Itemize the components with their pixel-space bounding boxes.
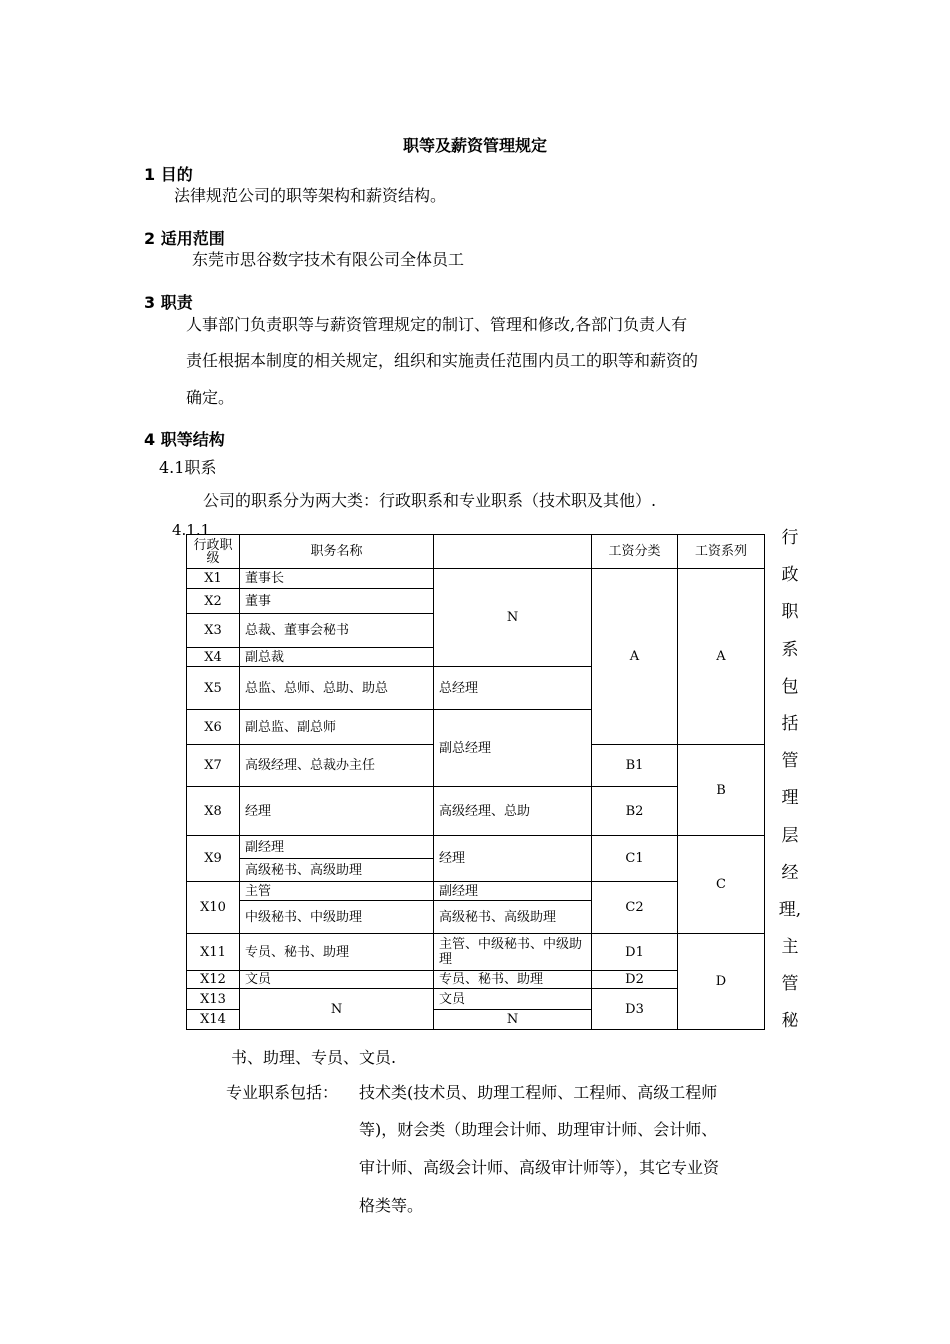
- position-cell: 专员、秘书、助理: [240, 934, 434, 971]
- mid-cell: 文员: [434, 989, 592, 1010]
- grade-table: [186, 534, 765, 1030]
- position-cell: N: [240, 989, 434, 1030]
- position-cell: 中级秘书、中级助理: [240, 901, 434, 934]
- mid-cell: 副经理: [434, 882, 592, 901]
- position-cell: 副总监、副总师: [240, 710, 434, 745]
- position-cell: 文员: [240, 971, 434, 989]
- mid-cell: 经理: [434, 836, 592, 882]
- wage-class-cell: B2: [592, 787, 678, 836]
- mid-cell: N: [434, 569, 592, 667]
- vertical-char: 管: [781, 751, 799, 772]
- grade-cell: X11: [187, 934, 240, 971]
- wage-class-cell: C2: [592, 882, 678, 934]
- wage-class-cell: B1: [592, 745, 678, 787]
- grade-cell: X13: [187, 989, 240, 1010]
- professional-track-line: 技术类(技术员、助理工程师、工程师、高级工程师: [359, 1083, 718, 1102]
- section-3-line: 责任根据本制度的相关规定，组织和实施责任范围内员工的职等和薪资的: [186, 351, 699, 370]
- position-cell: 主管: [240, 882, 434, 901]
- grade-cell: X9: [187, 836, 240, 882]
- mid-cell: 副总经理: [434, 710, 592, 787]
- grade-cell: X6: [187, 710, 240, 745]
- section-3-heading: 3 职责: [144, 293, 193, 312]
- header-wage-class: 工资分类: [592, 535, 678, 569]
- professional-track-line: 审计师、高级会计师、高级审计师等），其它专业资: [359, 1158, 720, 1177]
- mid-cell: N: [434, 1010, 592, 1030]
- header-position-name: 职务名称: [240, 535, 434, 569]
- wage-series-cell: D: [678, 934, 765, 1030]
- wage-series-cell: B: [678, 745, 765, 836]
- wage-class-cell: D1: [592, 934, 678, 971]
- wage-series-cell: C: [678, 836, 765, 934]
- section-4-1-intro: 公司的职系分为两大类：行政职系和专业职系（技术职及其他）.: [203, 491, 657, 510]
- mid-cell: 主管、中级秘书、中级助理: [434, 934, 592, 971]
- grade-cell: X1: [187, 569, 240, 589]
- admin-track-continuation: 书、助理、专员、文员.: [231, 1048, 397, 1067]
- professional-track-line: 格类等。: [359, 1196, 424, 1215]
- vertical-char: 管: [781, 974, 799, 995]
- section-4-1-1-label: 4.1.1: [172, 521, 211, 539]
- vertical-char: 括: [781, 713, 799, 734]
- vertical-char: 系: [781, 639, 799, 660]
- wage-class-cell: D2: [592, 971, 678, 989]
- professional-track-line: 等)，财会类（助理会计师、助理审计师、会计师、: [359, 1120, 718, 1139]
- section-1-heading: 1 目的: [144, 165, 193, 184]
- vertical-text: [778, 520, 802, 1041]
- mid-cell: 总经理: [434, 667, 592, 710]
- position-cell: 董事: [240, 589, 434, 614]
- section-3-line: 确定。: [186, 388, 235, 407]
- position-cell: 经理: [240, 787, 434, 836]
- grade-cell: X8: [187, 787, 240, 836]
- position-cell: 高级秘书、高级助理: [240, 859, 434, 882]
- wage-class-cell: D3: [592, 989, 678, 1030]
- vertical-char: 秘: [781, 1011, 799, 1032]
- vertical-char: 主: [781, 937, 799, 958]
- professional-track-label: 专业职系包括：: [226, 1083, 339, 1102]
- grade-cell: X10: [187, 882, 240, 934]
- vertical-char: 层: [781, 825, 799, 846]
- section-2-text: 东莞市思谷数字技术有限公司全体员工: [192, 250, 465, 269]
- position-cell: 董事长: [240, 569, 434, 589]
- grade-cell: X2: [187, 589, 240, 614]
- mid-cell: 专员、秘书、助理: [434, 971, 592, 989]
- section-2-heading: 2 适用范围: [144, 229, 225, 248]
- grade-cell: X7: [187, 745, 240, 787]
- position-cell: 副总裁: [240, 648, 434, 667]
- wage-class-cell: C1: [592, 836, 678, 882]
- section-3-line: 人事部门负责职等与薪资管理规定的制订、管理和修改,各部门负责人有: [186, 315, 688, 334]
- vertical-char: 政: [781, 565, 799, 586]
- section-1-text: 法律规范公司的职等架构和薪资结构。: [174, 186, 447, 205]
- header-blank: [434, 535, 592, 569]
- vertical-char: 行: [781, 528, 799, 548]
- section-4-heading: 4 职等结构: [144, 430, 225, 449]
- vertical-char: 包: [781, 676, 799, 697]
- grade-cell: X12: [187, 971, 240, 989]
- vertical-char: 职: [781, 602, 799, 623]
- wage-series-cell: A: [678, 569, 765, 745]
- header-wage-series: 工资系列: [678, 535, 765, 569]
- grade-cell: X14: [187, 1010, 240, 1030]
- section-4-1-heading: 4.1职系: [159, 458, 217, 477]
- page-title: 职等及薪资管理规定: [402, 136, 547, 155]
- position-cell: 总裁、董事会秘书: [240, 614, 434, 648]
- vertical-char: 理: [781, 788, 799, 809]
- position-cell: 总监、总师、总助、助总: [240, 667, 434, 710]
- grade-cell: X5: [187, 667, 240, 710]
- grade-cell: X4: [187, 648, 240, 667]
- mid-cell: 高级经理、总助: [434, 787, 592, 836]
- mid-cell: 高级秘书、高级助理: [434, 901, 592, 934]
- vertical-char: 经: [781, 862, 799, 883]
- position-cell: 高级经理、总裁办主任: [240, 745, 434, 787]
- header-grade: 行政职级: [187, 535, 240, 569]
- vertical-char: 理,: [778, 899, 802, 920]
- position-cell: 副经理: [240, 836, 434, 859]
- wage-class-cell: A: [592, 569, 678, 745]
- grade-cell: X3: [187, 614, 240, 648]
